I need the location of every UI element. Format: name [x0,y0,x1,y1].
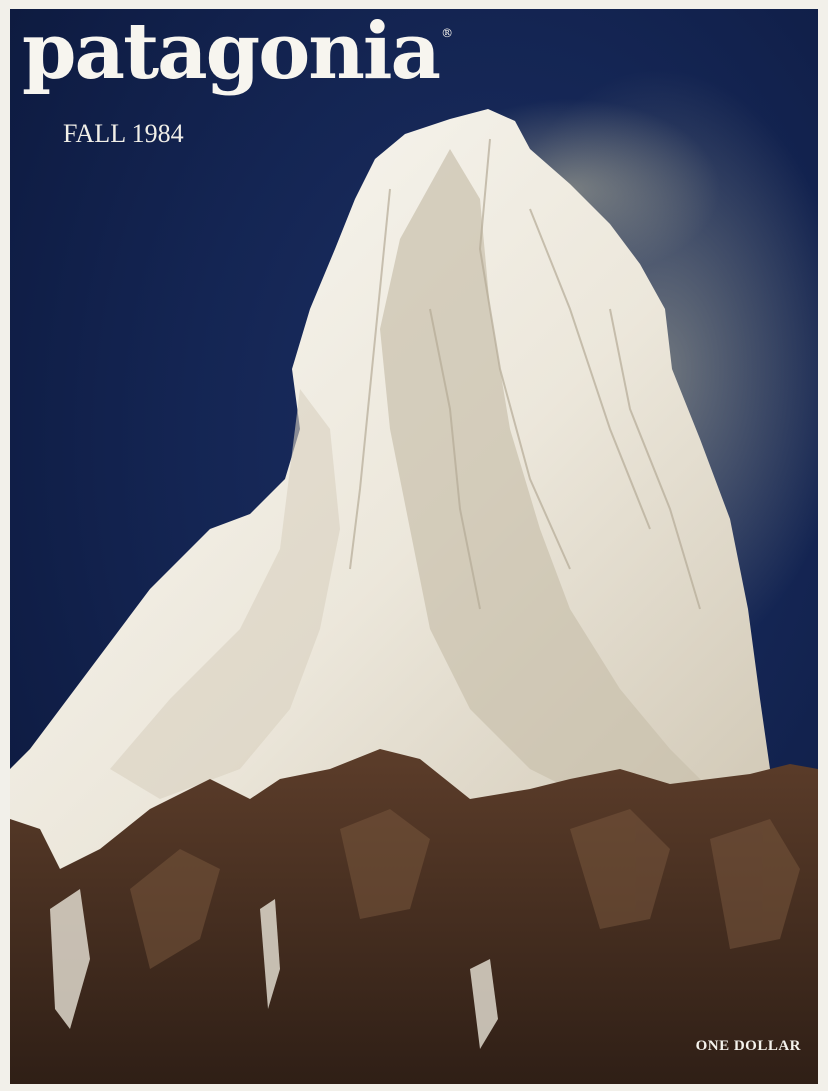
mountain-photo [10,9,818,1084]
brand-name: patagonia [22,9,440,97]
magazine-cover [10,9,818,1084]
issue-season: FALL 1984 [63,119,184,148]
trademark-symbol: ® [441,26,454,40]
cover-price: ONE DOLLAR [695,1038,801,1054]
brand-logo [22,9,454,97]
